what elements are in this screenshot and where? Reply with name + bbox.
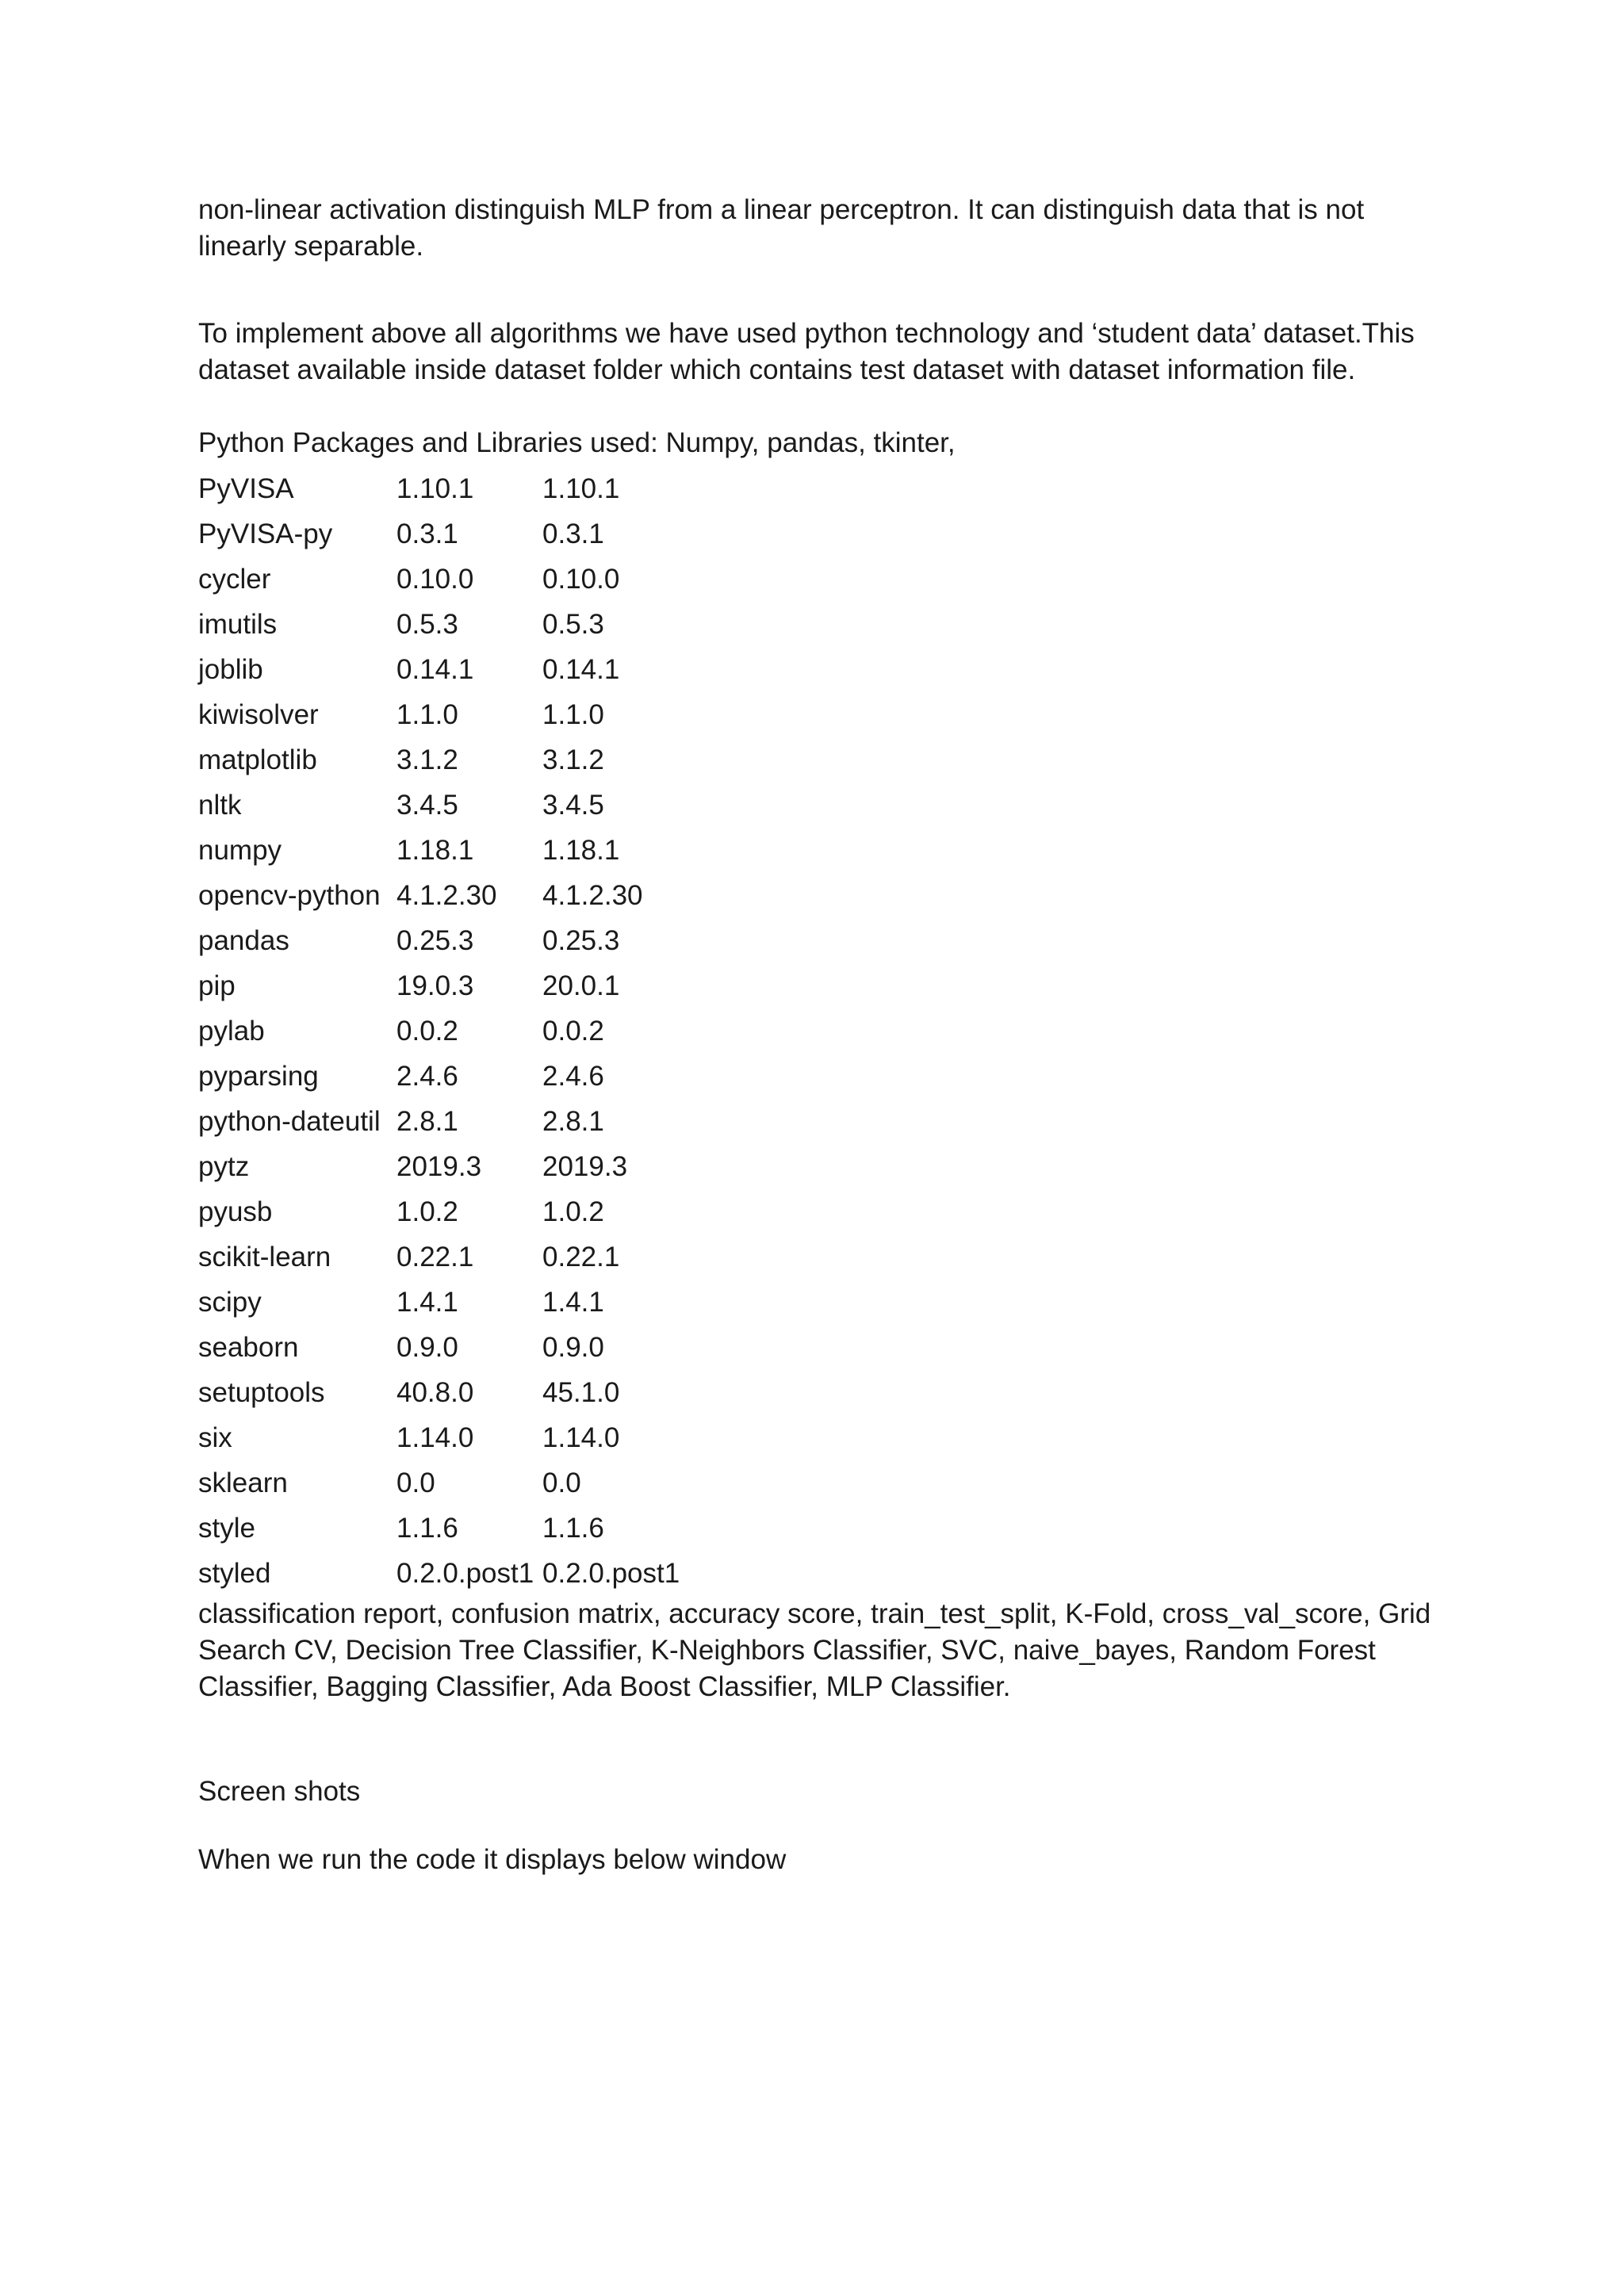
package-row <box>198 1008 701 1054</box>
packages-table-body <box>198 466 701 1596</box>
package-version-2: 0.0.2 <box>542 1015 604 1047</box>
package-version-1: 1.1.0 <box>396 698 458 730</box>
package-version-2: 0.10.0 <box>542 563 620 595</box>
package-row <box>198 918 701 963</box>
package-row <box>198 1370 701 1415</box>
package-version-1: 0.10.0 <box>396 563 474 595</box>
package-version-2: 1.10.1 <box>542 473 620 504</box>
package-name: python-dateutil <box>198 1105 381 1137</box>
package-row <box>198 511 701 557</box>
package-version-1: 40.8.0 <box>396 1376 474 1408</box>
paragraph-mlp: non-linear activation distinguish MLP from a linear perceptron. It can distinguish data that is not linearly separable. <box>198 194 1365 262</box>
package-name: setuptools <box>198 1376 325 1408</box>
package-version-2: 45.1.0 <box>542 1376 620 1408</box>
package-version-2: 2019.3 <box>542 1150 628 1182</box>
package-name: pip <box>198 970 236 1001</box>
package-version-2: 2.4.6 <box>542 1060 604 1092</box>
package-version-2: 1.1.0 <box>542 698 604 730</box>
package-version-1: 0.0 <box>396 1467 435 1498</box>
paragraph-sklearn-modules: classification report, confusion matrix, accuracy score, train_test_split, K-Fold, cross_val_score, Grid Search CV, Decision Tree Classifier, K-Neighbors Classifier, SVC, naive_bayes, Random Forest Classifier, Bagging Classifier, Ada Boost Classifier, MLP Classifier. <box>198 1598 1431 1702</box>
package-row <box>198 1551 701 1596</box>
package-version-2: 0.3.1 <box>542 518 604 549</box>
package-version-2: 0.9.0 <box>542 1331 604 1363</box>
package-version-2: 2.8.1 <box>542 1105 604 1137</box>
package-version-2: 1.4.1 <box>542 1286 604 1318</box>
package-name: pyparsing <box>198 1060 319 1092</box>
package-version-1: 2019.3 <box>396 1150 482 1182</box>
package-name: cycler <box>198 563 271 595</box>
package-version-1: 0.22.1 <box>396 1241 474 1272</box>
package-row <box>198 737 701 783</box>
package-version-2: 1.1.6 <box>542 1512 604 1544</box>
package-row <box>198 1415 701 1460</box>
package-row <box>198 828 701 873</box>
paragraph-run-code: When we run the code it displays below window <box>198 1844 787 1875</box>
package-row <box>198 1325 701 1370</box>
page-content <box>198 192 1451 1878</box>
paragraph-implementation: To implement above all algorithms we have used python technology and ‘student data’ dataset.This dataset available inside dataset folder which contains test dataset with dataset information file. <box>198 318 1415 385</box>
package-row <box>198 692 701 737</box>
package-version-1: 0.2.0.post1 <box>396 1557 534 1589</box>
package-version-1: 3.4.5 <box>396 789 458 821</box>
package-version-2: 3.1.2 <box>542 744 604 775</box>
package-version-1: 0.14.1 <box>396 653 474 685</box>
package-version-2: 0.25.3 <box>542 924 620 956</box>
package-name: six <box>198 1422 232 1453</box>
package-name: kiwisolver <box>198 698 319 730</box>
package-name: styled <box>198 1557 271 1589</box>
screenshots-heading: Screen shots <box>198 1776 361 1807</box>
packages-table <box>198 466 701 1596</box>
package-version-1: 2.4.6 <box>396 1060 458 1092</box>
package-version-2: 0.22.1 <box>542 1241 620 1272</box>
package-version-1: 1.1.6 <box>396 1512 458 1544</box>
package-version-1: 3.1.2 <box>396 744 458 775</box>
package-row <box>198 1099 701 1144</box>
package-version-1: 0.9.0 <box>396 1331 458 1363</box>
package-row <box>198 783 701 828</box>
package-row <box>198 963 701 1008</box>
package-row <box>198 557 701 602</box>
package-version-1: 1.10.1 <box>396 473 474 504</box>
package-name: numpy <box>198 834 282 866</box>
package-version-2: 3.4.5 <box>542 789 604 821</box>
package-version-2: 1.14.0 <box>542 1422 620 1453</box>
package-version-2: 1.18.1 <box>542 834 620 866</box>
package-name: sklearn <box>198 1467 288 1498</box>
package-row <box>198 602 701 647</box>
package-row <box>198 1144 701 1189</box>
package-version-1: 1.14.0 <box>396 1422 474 1453</box>
package-version-1: 1.0.2 <box>396 1196 458 1227</box>
package-version-1: 2.8.1 <box>396 1105 458 1137</box>
package-version-2: 0.0 <box>542 1467 581 1498</box>
package-row <box>198 1234 701 1280</box>
package-name: joblib <box>198 653 263 685</box>
package-version-1: 0.5.3 <box>396 608 458 640</box>
package-name: style <box>198 1512 255 1544</box>
package-version-2: 0.5.3 <box>542 608 604 640</box>
package-name: imutils <box>198 608 278 640</box>
package-version-2: 0.14.1 <box>542 653 620 685</box>
packages-heading: Python Packages and Libraries used: Numpy, pandas, tkinter, <box>198 427 956 458</box>
package-row <box>198 1054 701 1099</box>
package-version-1: 19.0.3 <box>396 970 474 1001</box>
package-name: scikit-learn <box>198 1241 331 1272</box>
package-row <box>198 647 701 692</box>
package-version-2: 20.0.1 <box>542 970 620 1001</box>
package-row <box>198 1506 701 1551</box>
package-name: pandas <box>198 924 289 956</box>
package-version-2: 1.0.2 <box>542 1196 604 1227</box>
package-version-1: 0.25.3 <box>396 924 474 956</box>
package-name: PyVISA-py <box>198 518 333 549</box>
package-row <box>198 1460 701 1506</box>
package-row <box>198 1189 701 1234</box>
package-name: nltk <box>198 789 242 821</box>
package-version-1: 0.0.2 <box>396 1015 458 1047</box>
package-version-1: 1.4.1 <box>396 1286 458 1318</box>
package-version-1: 1.18.1 <box>396 834 474 866</box>
package-name: pylab <box>198 1015 265 1047</box>
package-version-1: 0.3.1 <box>396 518 458 549</box>
package-row <box>198 1280 701 1325</box>
package-row <box>198 466 701 511</box>
package-version-2: 0.2.0.post1 <box>542 1557 680 1589</box>
package-name: seaborn <box>198 1331 299 1363</box>
package-name: pyusb <box>198 1196 273 1227</box>
package-name: scipy <box>198 1286 262 1318</box>
package-name: PyVISA <box>198 473 294 504</box>
package-row <box>198 873 701 918</box>
package-name: pytz <box>198 1150 250 1182</box>
package-name: matplotlib <box>198 744 317 775</box>
package-name: opencv-python <box>198 879 381 911</box>
package-version-2: 4.1.2.30 <box>542 879 643 911</box>
package-version-1: 4.1.2.30 <box>396 879 497 911</box>
